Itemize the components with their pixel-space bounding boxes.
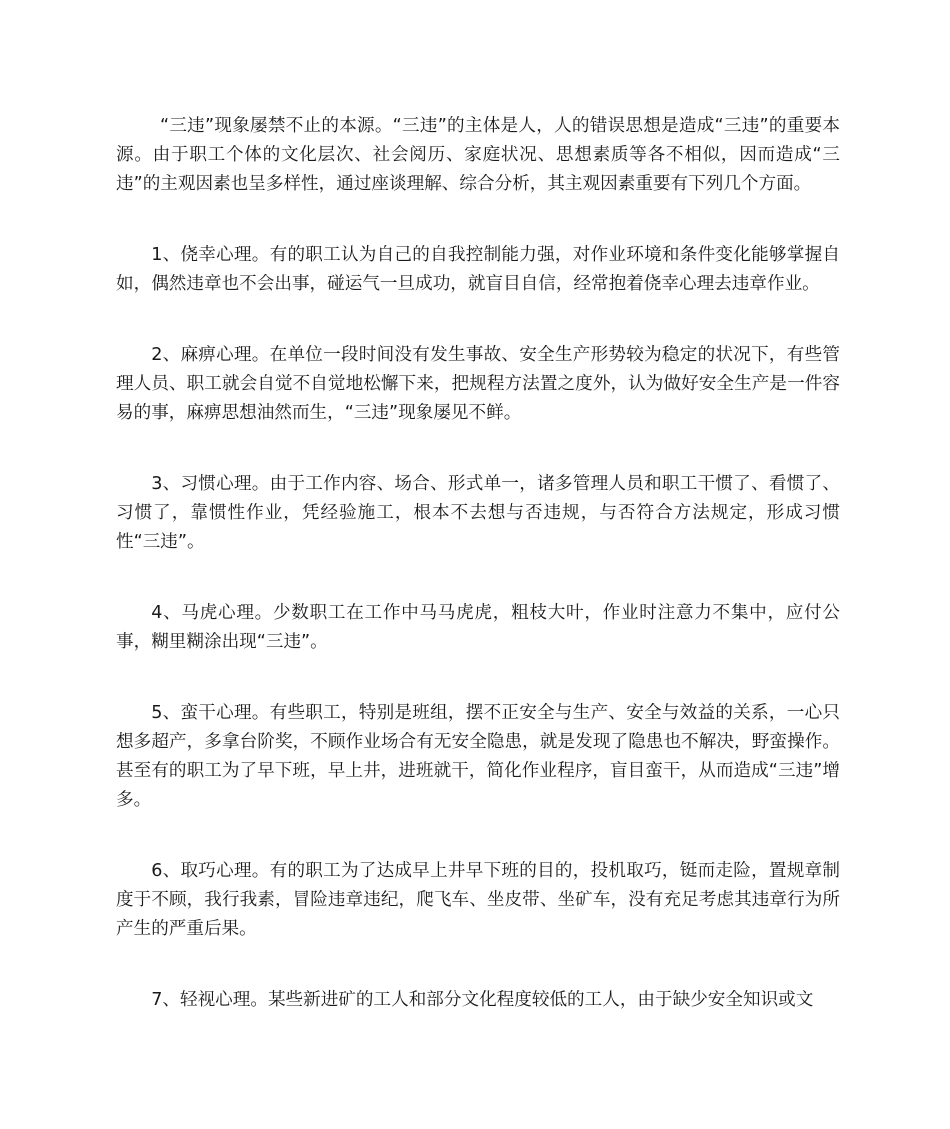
paragraph-item-3: 3、习惯心理。由于工作内容、场合、形式单一，诸多管理人员和职工干惯了、看惯了、习惯了，靠惯性作业，凭经验施工，根本不去想与否违规，与否符合方法规定，形成习惯性“三违”。 <box>116 474 840 552</box>
paragraph-item-6: 6、取巧心理。有的职工为了达成早上井早下班的目的，投机取巧，铤而走险，置规章制度于不顾，我行我素，冒险违章违纪，爬飞车、坐皮带、坐矿车，没有充足考虑其违章行为所产生的严重后果。 <box>116 861 840 939</box>
paragraph-item-7: 7、轻视心理。某些新进矿的工人和部分文化程度较低的工人，由于缺少安全知识或文 <box>151 990 814 1010</box>
paragraph-item-1: 1、侥幸心理。有的职工认为自己的自我控制能力强，对作业环境和条件变化能够掌握自如，偶然违章也不会出事，碰运气一旦成功，就盲目自信，经常抱着侥幸心理去违章作业。 <box>116 245 840 294</box>
paragraph-item-5: 5、蛮干心理。有些职工，特别是班组，摆不正安全与生产、安全与效益的关系，一心只想多超产，多拿台阶奖，不顾作业场合有无安全隐患，就是发现了隐患也不解决，野蛮操作。甚至有的职工为了早下班，早上井，进班就干，简化作业程序，盲目蛮干，从而造成“三违”增多。 <box>116 703 840 810</box>
document-body <box>116 112 840 1057</box>
paragraph-item-4: 4、马虎心理。少数职工在工作中马马虎虎，粗枝大叶，作业时注意力不集中，应付公事，糊里糊涂出现“三违”。 <box>116 603 840 652</box>
paragraph-item-2: 2、麻痹心理。在单位一段时间没有发生事故、安全生产形势较为稳定的状况下，有些管理人员、职工就会自觉不自觉地松懈下来，把规程方法置之度外，认为做好安全生产是一件容易的事，麻痹思想油然而生，“三违”现象屡见不鲜。 <box>116 345 840 423</box>
paragraph-intro: “三违”现象屡禁不止的本源。“三违”的主体是人，人的错误思想是造成“三违”的重要本源。由于职工个体的文化层次、社会阅历、家庭状况、思想素质等各不相似，因而造成“三违”的主观因素也呈多样性，通过座谈理解、综合分析，其主观因素重要有下列几个方面。 <box>116 116 840 194</box>
